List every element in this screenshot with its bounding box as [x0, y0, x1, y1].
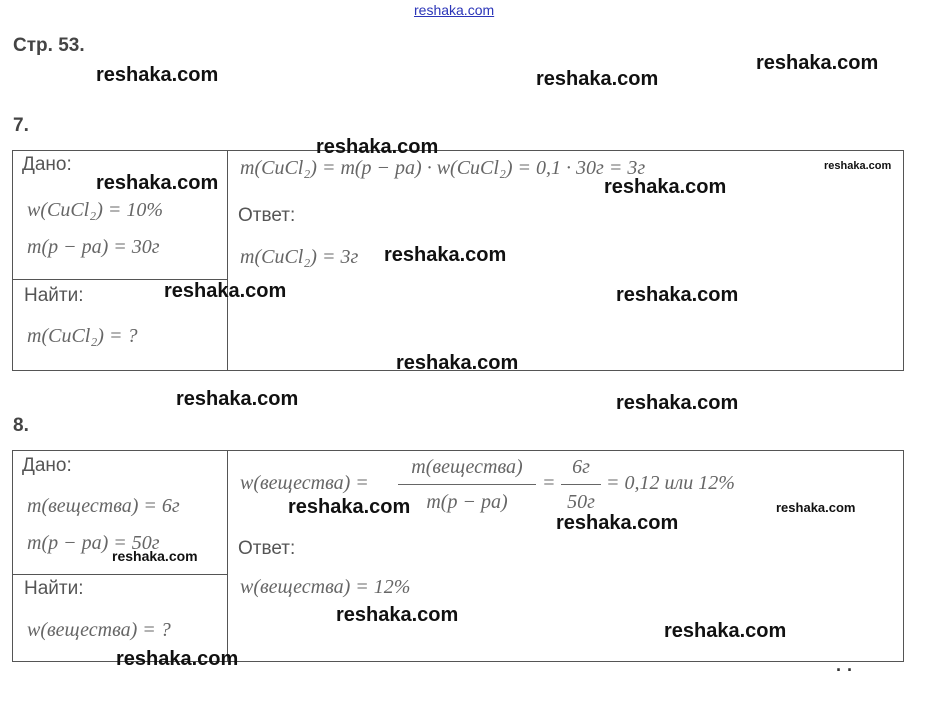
- problem-8-eq: =: [542, 472, 556, 494]
- watermark: reshaka.com: [176, 388, 299, 410]
- problem-8-answer-label: Ответ:: [238, 538, 296, 559]
- corner-marks: · ·: [836, 660, 853, 680]
- watermark: reshaka.com: [604, 176, 727, 198]
- site-link[interactable]: reshaka.com: [414, 2, 495, 18]
- watermark: reshaka.com: [756, 52, 879, 74]
- problem-7-divider: [227, 150, 228, 371]
- problem-8-given-separator: [12, 574, 228, 575]
- problem-8-find: w(вещества) = ?: [27, 619, 171, 641]
- watermark: reshaka.com: [316, 136, 439, 158]
- problem-7-number: 7.: [13, 115, 29, 136]
- problem-8-given-2: m(p − pa) = 50г: [27, 532, 160, 554]
- watermark: reshaka.com: [616, 392, 739, 414]
- problem-8-frac1-bar: [398, 484, 536, 485]
- problem-7-answer: m(CuCl₂) = 3г: [240, 246, 359, 268]
- problem-8-solution-rhs: = 0,12 или 12%: [606, 472, 735, 494]
- problem-8-given-label: Дано:: [22, 455, 72, 476]
- problem-8-frac1-denominator: m(p − pa): [426, 491, 508, 513]
- problem-8-frac2-numerator: 6г: [572, 456, 590, 478]
- watermark-small: reshaka.com: [824, 160, 892, 172]
- problem-7-find: m(CuCl₂) = ?: [27, 325, 138, 347]
- problem-8-answer: w(вещества) = 12%: [240, 576, 411, 598]
- watermark: reshaka.com: [664, 620, 787, 642]
- problem-8-frac2-denominator: 50г: [567, 491, 595, 513]
- problem-7-given-label: Дано:: [22, 154, 72, 175]
- problem-8-find-label: Найти:: [24, 578, 84, 599]
- page-header: Стр. 53.: [13, 35, 85, 56]
- problem-7-given-2: m(p − pa) = 30г: [27, 236, 160, 258]
- problem-7-given-1: w(CuCl₂) = 10%: [27, 199, 164, 221]
- watermark: reshaka.com: [384, 244, 507, 266]
- watermark: reshaka.com: [336, 604, 459, 626]
- watermark-small: reshaka.com: [112, 548, 198, 564]
- watermark: reshaka.com: [536, 68, 659, 90]
- watermark: reshaka.com: [96, 64, 219, 86]
- problem-8-solution-lhs: w(вещества) =: [240, 472, 369, 494]
- watermark: reshaka.com: [616, 284, 739, 306]
- problem-8-number: 8.: [13, 415, 29, 436]
- watermark: reshaka.com: [396, 352, 519, 374]
- watermark: reshaka.com: [96, 172, 219, 194]
- watermark: reshaka.com: [288, 496, 411, 518]
- problem-8-divider: [227, 450, 228, 662]
- problem-7-find-label: Найти:: [24, 285, 84, 306]
- problem-8-frac1-numerator: m(вещества): [411, 456, 523, 478]
- problem-7-solution: m(CuCl₂) = m(p − pa) · w(CuCl₂) = 0,1 · 30г = 3г: [240, 157, 646, 179]
- problem-8-given-1: m(вещества) = 6г: [27, 495, 180, 517]
- watermark-small: reshaka.com: [776, 500, 856, 515]
- problem-8-frac2-bar: [561, 484, 601, 485]
- watermark: reshaka.com: [556, 512, 679, 534]
- watermark: reshaka.com: [164, 280, 287, 302]
- problem-7-answer-label: Ответ:: [238, 205, 296, 226]
- watermark: reshaka.com: [116, 648, 239, 670]
